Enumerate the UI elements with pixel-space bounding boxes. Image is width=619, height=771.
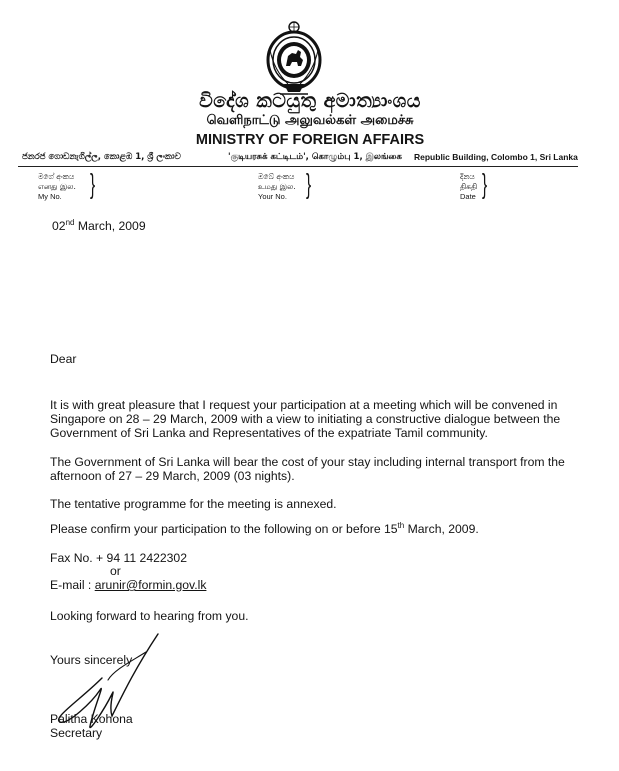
- date-rest: March, 2009: [74, 219, 146, 233]
- ref-your-no-sinhala: ඔබේ අංකය: [258, 172, 295, 181]
- paragraph-confirm: [50, 522, 590, 536]
- address-sinhala: ජනරජ ගොඩනැගිල්ල, කොළඹ 1, ශ්‍රී ලංකාව: [22, 152, 181, 162]
- confirm-text: Please confirm your participation to the following on or before 15: [50, 522, 398, 536]
- ref-my-no-tamil: எனது இல.: [38, 182, 76, 191]
- sign-off: Yours sincerely: [50, 653, 133, 667]
- signatory-name: Palitha Kohona: [50, 712, 133, 726]
- fax-number: Fax No. + 94 11 2422302: [50, 551, 187, 565]
- brace-icon: }: [90, 168, 96, 199]
- ref-date-tamil: திகதி: [460, 182, 478, 191]
- or-separator: or: [110, 564, 121, 578]
- ministry-title-sinhala: විදේශ කටයුතු අමාත්‍යාංශය: [199, 90, 421, 112]
- date-day: 02: [52, 219, 66, 233]
- date-suffix: nd: [65, 218, 75, 227]
- ref-my-no-sinhala: මගේ අංකය: [38, 172, 75, 181]
- ref-your-no-tamil: உமது இல.: [258, 182, 296, 191]
- paragraph-invitation: It is with great pleasure that I request your participation at a meeting which will be convened in Singapore on 28 – 29 March, 2009 with a view to initiating a constructive dialogue between the Government of Sri Lanka and Representatives of the expatriate Tamil community.: [50, 398, 561, 440]
- confirm-suffix: th: [397, 521, 405, 530]
- ref-date: [460, 172, 477, 202]
- ref-your-no-english: Your No.: [258, 192, 287, 201]
- paragraph-programme: The tentative programme for the meeting is annexed.: [50, 497, 337, 511]
- brace-icon: }: [482, 168, 488, 199]
- confirm-date: March, 2009.: [404, 522, 479, 536]
- ministry-title-tamil: வெளிநாட்டு அலுவல்கள் அமைச்சு: [206, 113, 414, 128]
- ref-your-no: [258, 172, 296, 202]
- address-english: Republic Building, Colombo 1, Sri Lanka: [414, 152, 578, 162]
- address-tamil: 'குடியரசுக் கட்டிடம்', கொழும்பு 1, இலங்கை: [228, 152, 402, 162]
- ref-date-sinhala: දිනය: [460, 172, 475, 181]
- signatory-title: Secretary: [50, 726, 103, 740]
- ministry-title-english: MINISTRY OF FOREIGN AFFAIRS: [195, 132, 425, 148]
- closing-line: Looking forward to hearing from you.: [50, 609, 249, 623]
- letterhead-divider: [18, 166, 578, 167]
- email-label: E-mail :: [50, 578, 95, 592]
- ref-my-no: [38, 172, 76, 202]
- ref-my-no-english: My No.: [38, 192, 62, 201]
- letter-date: [52, 219, 146, 233]
- salutation: Dear: [50, 352, 77, 366]
- email-line: [50, 578, 590, 592]
- state-emblem-icon: [262, 20, 326, 96]
- email-link[interactable]: arunir@formin.gov.lk: [94, 578, 207, 592]
- ref-date-english: Date: [460, 192, 476, 201]
- paragraph-cost: The Government of Sri Lanka will bear the cost of your stay including internal transport from the afternoon of 27 – 29 March, 2009 (03 nights).: [50, 455, 565, 483]
- brace-icon: }: [306, 168, 312, 199]
